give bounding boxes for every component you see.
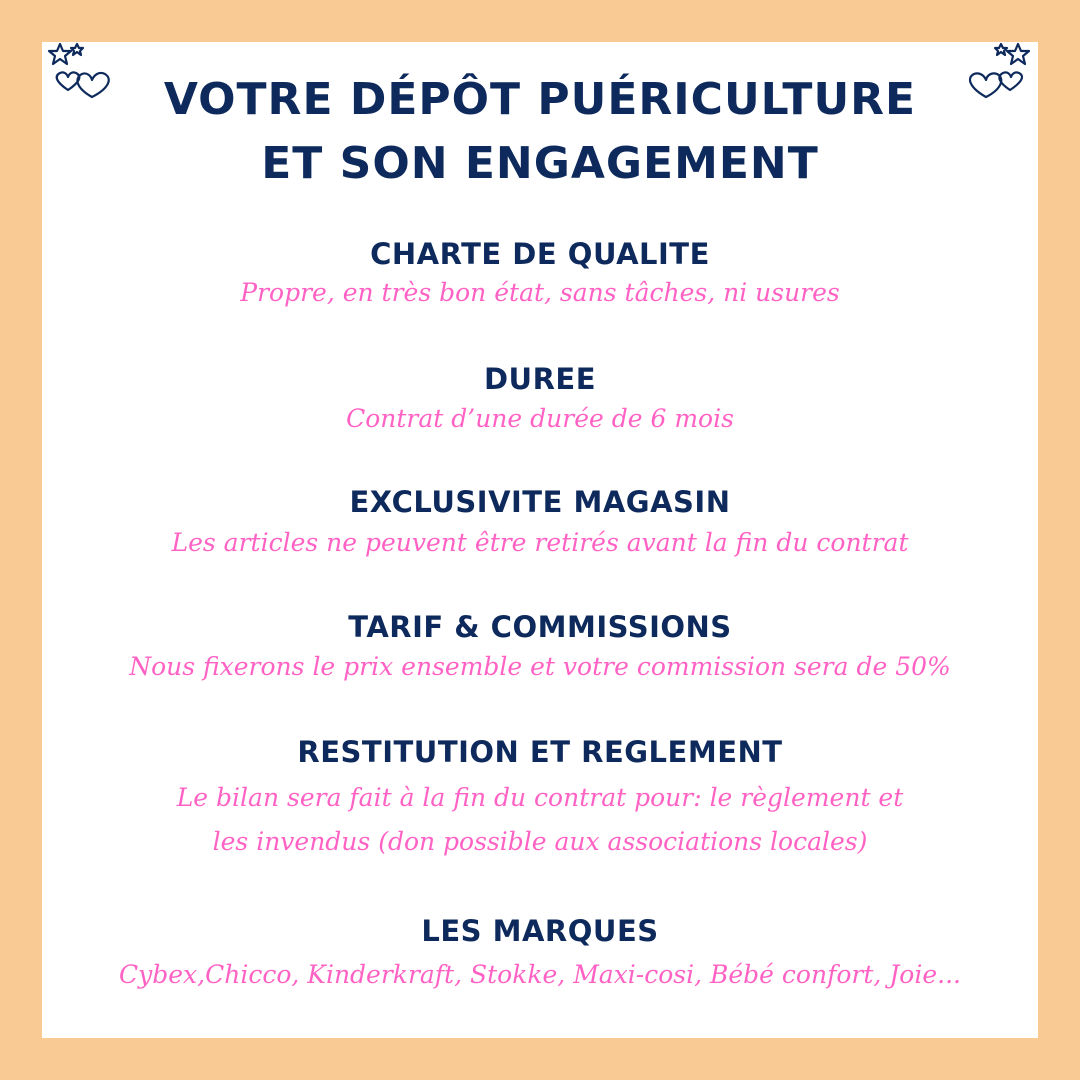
section-heading-pricing: TARIF & COMMISSIONS (348, 610, 732, 644)
page-title-line-2: ET SON ENGAGEMENT (261, 138, 819, 189)
section-text-exclusivity: Les articles ne peuvent être retirés avant la fin du contrat (171, 528, 909, 557)
section-text-duration: Contrat d’une durée de 6 mois (346, 404, 734, 433)
section-text-quality: Propre, en très bon état, sans tâches, ni usures (240, 278, 840, 307)
page-title-line-1: VOTRE DÉPÔT PUÉRICULTURE (163, 74, 917, 125)
section-heading-exclusivity: EXCLUSIVITE MAGASIN (349, 485, 731, 519)
section-text-brands: Cybex,Chicco, Kinderkraft, Stokke, Maxi-cosi, Bébé confort, Joie... (119, 960, 961, 989)
section-heading-settlement: RESTITUTION ET REGLEMENT (297, 735, 783, 769)
info-card (42, 42, 1038, 1038)
section-text-settlement-2: les invendus (don possible aux associations locales) (212, 827, 868, 856)
section-heading-brands: LES MARQUES (421, 914, 659, 948)
section-text-pricing: Nous fixerons le prix ensemble et votre commission sera de 50% (129, 652, 951, 681)
section-heading-duration: DUREE (483, 362, 597, 396)
section-text-settlement-1: Le bilan sera fait à la fin du contrat pour: le règlement et (176, 783, 904, 812)
section-heading-quality: CHARTE DE QUALITE (370, 237, 710, 271)
